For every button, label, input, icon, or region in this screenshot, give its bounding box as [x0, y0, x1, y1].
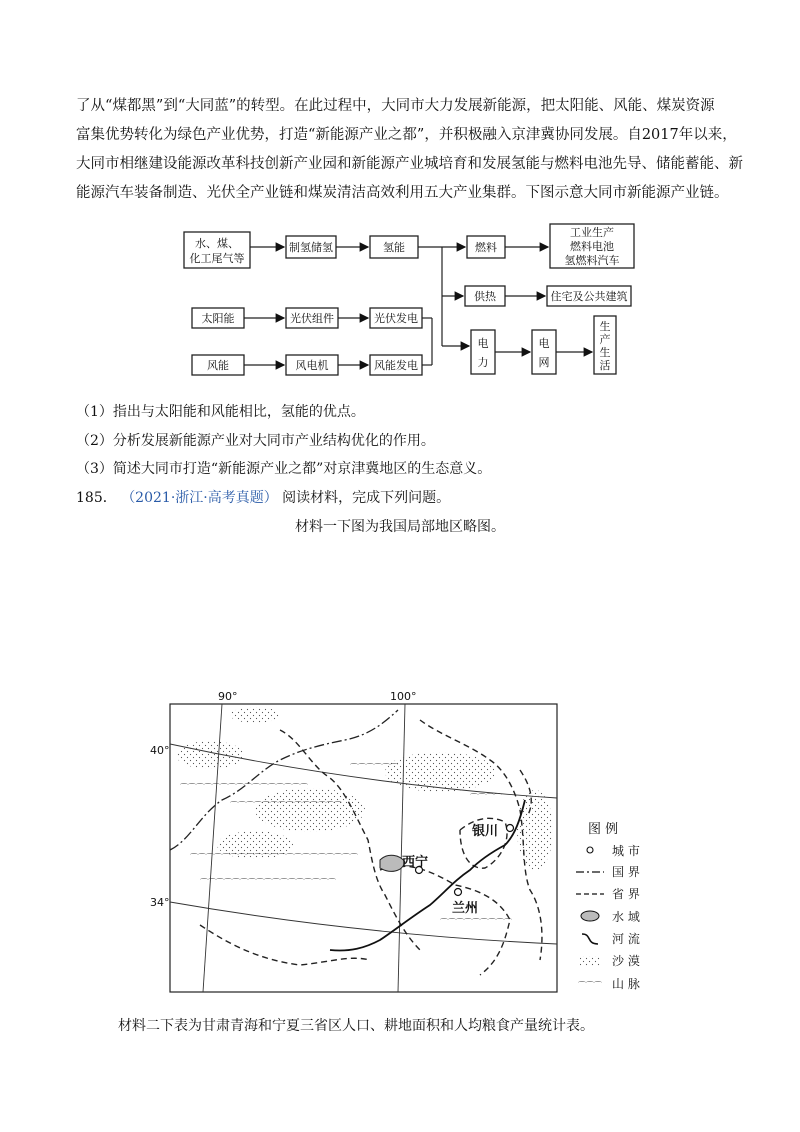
label-pv-parts: 光伏组件 — [290, 312, 334, 325]
regional-map — [0, 680, 800, 1000]
desert-area — [255, 788, 365, 832]
label-prod-3: 生 — [599, 346, 611, 359]
label-app-l3: 氢燃料汽车 — [564, 254, 620, 267]
label-solar: 太阳能 — [201, 312, 235, 325]
label-h2-make: 制氢储氢 — [289, 241, 333, 254]
map-legend — [576, 822, 640, 991]
lat-34-label: 34° — [150, 896, 170, 909]
mountain-range: ⌒⌒⌒⌒⌒⌒ — [350, 763, 398, 772]
label-source1-l1: 水、煤、 — [195, 237, 239, 250]
mountain-range: ⌒⌒⌒⌒⌒⌒⌒⌒⌒⌒⌒⌒⌒⌒⌒⌒ — [180, 783, 308, 792]
desert-area — [385, 752, 495, 792]
label-grid-2: 网 — [538, 356, 550, 369]
legend-water: 水 域 — [612, 910, 640, 924]
lat-40-label: 40° — [150, 744, 170, 757]
label-prod-2: 产 — [599, 333, 611, 346]
legend-province: 省 界 — [612, 887, 640, 901]
label-prod-4: 活 — [599, 359, 611, 372]
city-marker-yinchuan — [507, 825, 514, 832]
label-prod-1: 生 — [599, 320, 611, 333]
question-1: （1）指出与太阳能和风能相比，氢能的优点。 — [76, 404, 365, 420]
label-pv-power: 光伏发电 — [374, 312, 418, 325]
mountain-range: ⌒⌒⌒⌒ — [470, 793, 502, 802]
label-elec-1: 电 — [477, 337, 489, 350]
label-heat-use: 住宅及公共建筑 — [550, 290, 628, 303]
legend-desert-icon — [580, 956, 600, 966]
mountain-range: ⌒⌒⌒⌒⌒⌒⌒⌒⌒⌒⌒⌒⌒⌒⌒⌒⌒⌒⌒⌒⌒ — [190, 853, 358, 862]
industry-chain-diagram — [0, 0, 800, 400]
label-h2: 氢能 — [383, 241, 405, 254]
legend-mountain: 山 脉 — [612, 977, 640, 991]
question-185 — [76, 487, 450, 507]
question-2: （2）分析发展新能源产业对大同市产业结构优化的作用。 — [76, 433, 435, 449]
legend-mountain-icon: ⌒⌒⌒ — [578, 981, 602, 990]
question-3: （3）简述大同市打造“新能源产业之都”对京津冀地区的生态意义。 — [76, 461, 492, 477]
desert-area — [230, 707, 280, 723]
question-number: 185． — [76, 490, 117, 506]
mountain-range: ⌒⌒⌒⌒⌒⌒⌒⌒⌒⌒⌒⌒⌒⌒ — [230, 801, 342, 810]
legend-title: 图 例 — [588, 822, 619, 837]
label-fuel: 燃料 — [475, 241, 497, 254]
lon-90-label: 90° — [218, 690, 238, 703]
label-source1-l2: 化工尾气等 — [189, 252, 245, 265]
mountain-range: ⌒⌒⌒⌒⌒⌒⌒⌒⌒ — [440, 918, 512, 927]
intro-line: 了从“煤都黑”到“大同蓝”的转型。在此过程中，大同市大力发展新能源，把太阳能、风能、煤炭资源 — [76, 98, 715, 114]
intro-line: 大同市相继建设能源改革科技创新产业园和新能源产业城培育和发展氢能与燃料电池先导、储能蓄能、新 — [76, 156, 743, 172]
legend-city: 城 市 — [612, 844, 640, 858]
lon-100-label: 100° — [390, 690, 417, 703]
label-elec-2: 力 — [477, 356, 489, 369]
label-wind-power: 风能发电 — [374, 359, 418, 372]
city-label-xining: 西宁 — [402, 855, 429, 870]
desert-area — [176, 741, 244, 769]
material-1-caption: 材料一下图为我国局部地区略图。 — [295, 519, 505, 535]
label-grid-1: 电 — [538, 337, 550, 350]
mountain-range: ⌒⌒⌒⌒⌒⌒⌒⌒⌒⌒⌒⌒⌒⌒⌒⌒⌒ — [200, 878, 336, 887]
label-app-l1: 工业生产 — [570, 226, 614, 239]
intro-line: 能源汽车装备制造、光伏全产业链和煤炭清洁高效利用五大产业集群。下图示意大同市新能源产业链。 — [76, 185, 729, 201]
question-185-text: 阅读材料，完成下列问题。 — [282, 490, 451, 506]
legend-river-icon — [582, 934, 598, 944]
legend-city-icon — [587, 847, 593, 853]
legend-national: 国 界 — [612, 865, 640, 879]
intro-line: 富集优势转化为绿色产业优势，打造“新能源产业之都”，并积极融入京津冀协同发展。自2017年以来， — [76, 127, 737, 143]
label-wind-gen: 风电机 — [295, 359, 329, 372]
material-2-caption: 材料二下表为甘肃青海和宁夏三省区人口、耕地面积和人均粮食产量统计表。 — [118, 1018, 594, 1034]
source-tag-link[interactable]: （2021·浙江·高考真题） — [121, 490, 278, 506]
city-label-yinchuan: 银川 — [472, 824, 499, 839]
legend-desert: 沙 漠 — [612, 954, 640, 968]
legend-water-icon — [581, 911, 599, 921]
label-heat: 供热 — [474, 290, 496, 303]
label-app-l2: 燃料电池 — [570, 240, 614, 253]
label-wind: 风能 — [207, 359, 229, 372]
city-marker-lanzhou — [455, 889, 462, 896]
city-label-lanzhou: 兰州 — [452, 901, 479, 916]
legend-river: 河 流 — [612, 932, 640, 946]
